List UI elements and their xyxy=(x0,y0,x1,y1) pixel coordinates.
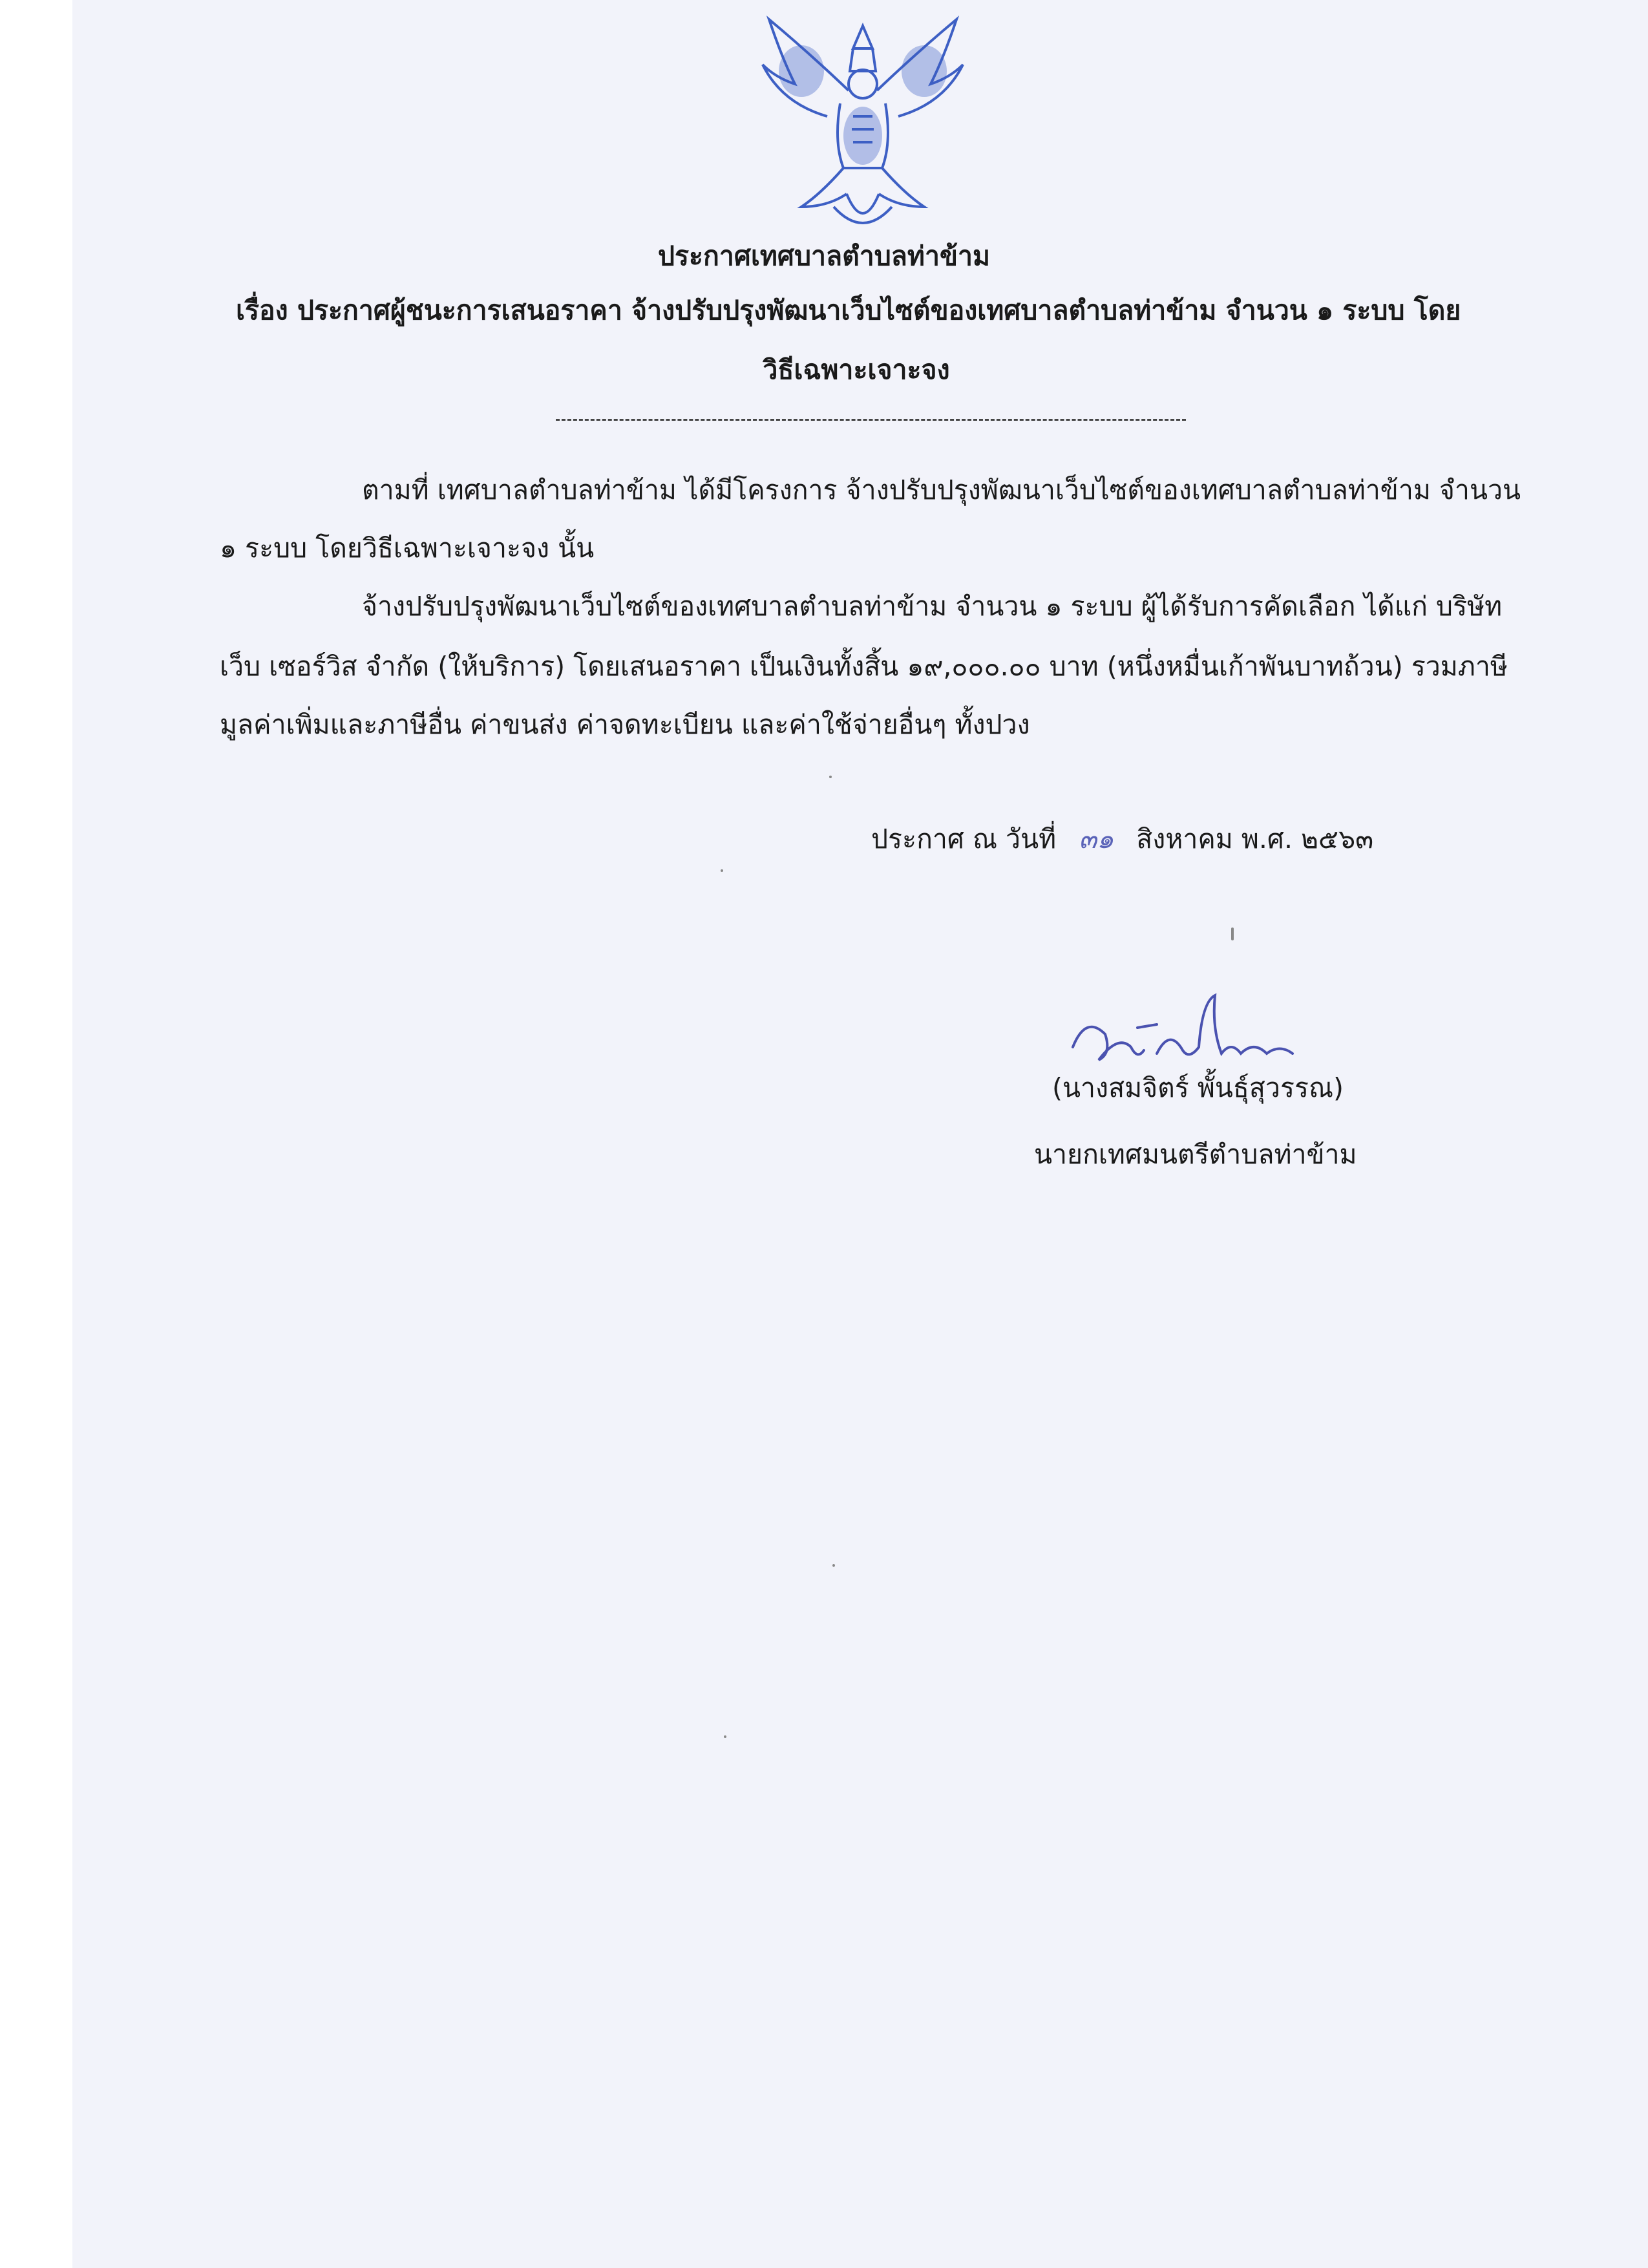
document-title: ประกาศเทศบาลตำบลท่าข้าม xyxy=(657,240,991,271)
date-day-handwritten: ๓๑ xyxy=(1079,823,1114,854)
document-page xyxy=(72,0,1648,2268)
scan-margin xyxy=(0,0,72,2268)
scan-speck xyxy=(829,776,832,778)
scan-speck xyxy=(721,869,723,872)
scan-speck xyxy=(1231,927,1234,940)
signatory-position: นายกเทศมนตรีตำบลท่าข้าม xyxy=(1034,1139,1357,1170)
paragraph-1-line-1: ตามที่ เทศบาลตำบลท่าข้าม ได้มีโครงการ จ้างปรับปรุงพัฒนาเว็บไซต์ของเทศบาลตำบลท่าข้าม จำนวน xyxy=(362,474,1521,505)
scan-speck xyxy=(832,1564,835,1567)
separator-dashed-line xyxy=(556,419,1186,421)
paragraph-2-line-2: เว็บ เซอร์วิส จำกัด (ให้บริการ) โดยเสนอราคา เป็นเงินทั้งสิ้น ๑๙,๐๐๐.๐๐ บาท (หนึ่งหมื่นเก้าพันบาทถ้วน) รวมภาษี xyxy=(220,651,1508,682)
paragraph-2-line-3: มูลค่าเพิ่มและภาษีอื่น ค่าขนส่ง ค่าจดทะเบียน และค่าใช้จ่ายอื่นๆ ทั้งปวง xyxy=(220,709,1030,740)
paragraph-2-line-1: จ้างปรับปรุงพัฒนาเว็บไซต์ของเทศบาลตำบลท่าข้าม จำนวน ๑ ระบบ ผู้ได้รับการคัดเลือก ได้แก่ บริษัท xyxy=(362,591,1503,622)
scan-speck xyxy=(724,1735,726,1738)
announcement-date xyxy=(871,821,1373,857)
date-prefix: ประกาศ ณ วันที่ xyxy=(871,823,1057,854)
subject-line-1: เรื่อง ประกาศผู้ชนะการเสนอราคา จ้างปรับปรุงพัฒนาเว็บไซต์ของเทศบาลตำบลท่าข้าม จำนวน ๑ ระบบ โดย xyxy=(236,295,1461,326)
subject-line-2: วิธีเฉพาะเจาะจง xyxy=(763,354,950,385)
signatory-name: (นางสมจิตร์ พั้นธุ์สุวรรณ) xyxy=(1052,1072,1344,1103)
date-month-year: สิงหาคม พ.ศ. ๒๕๖๓ xyxy=(1136,823,1374,854)
paragraph-1-line-2: ๑ ระบบ โดยวิธีเฉพาะเจาะจง นั้น xyxy=(220,533,595,564)
garuda-emblem-icon xyxy=(756,13,969,239)
handwritten-signature xyxy=(1060,989,1305,1079)
